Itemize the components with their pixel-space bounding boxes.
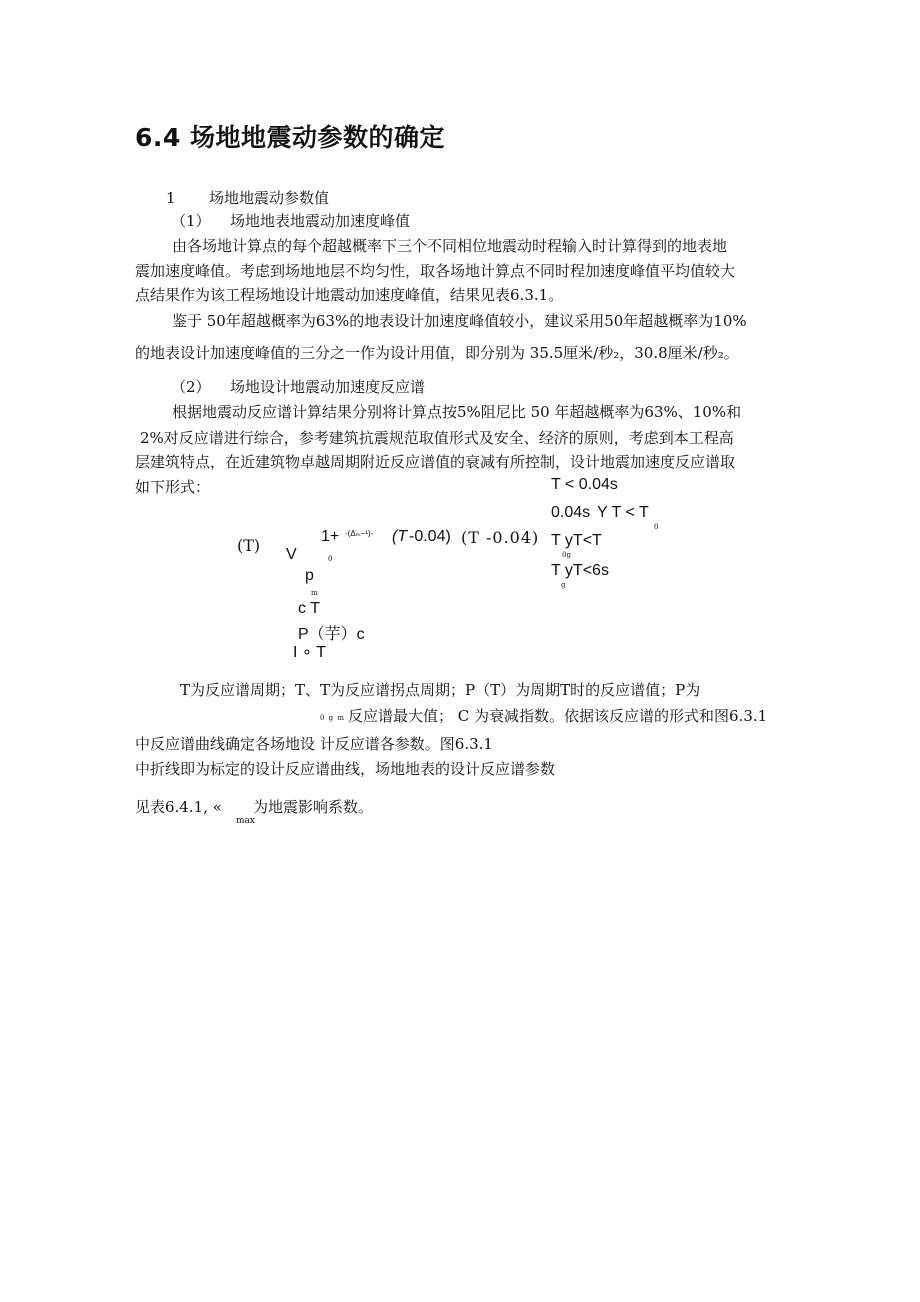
formula-ct: c T	[298, 600, 320, 617]
paragraph-4-line-4: 中折线即为标定的设计反应谱曲线，场地地表的设计反应谱参数	[135, 760, 556, 778]
condition-3: T yT<T	[551, 532, 602, 549]
paragraph-1-line-3: 点结果作为该工程场地设计地震动加速度峰值，结果见表6.3.1。	[135, 286, 564, 304]
condition-3-subscript: 0g	[562, 551, 571, 559]
paragraph-1-line-2: 震加速度峰值。考虑到场地地层不均匀性，取各场地计算点不同时程加速度峰值平均值较大	[135, 262, 736, 280]
formula-line1-offset: -0.04)	[409, 528, 451, 545]
formula-v: V	[286, 546, 297, 563]
condition-4: T yT<6s	[551, 562, 609, 579]
paragraph-2-line-1: 鉴于 50年超越概率为63%的地表设计加速度峰值较小，建议采用50年超越概率为10%	[172, 312, 747, 330]
paragraph-1-line-1: 由各场地计算点的每个超越概率下三个不同相位地震动时程输入时计算得到的地表地	[172, 237, 728, 255]
condition-2-end: Y T < T	[597, 504, 649, 521]
section-1-1-number: （1）	[171, 212, 211, 230]
section-1-number: 1	[166, 189, 176, 207]
section-1-1-heading: 场地地表地震动加速度峰值	[230, 212, 411, 230]
formula-it: I ∘ T	[293, 644, 326, 661]
paragraph-3-line-3: 层建筑特点，在近建筑物卓越周期附近反应谱值的衰减有所控制，设计地震加速度反应谱取	[135, 453, 736, 471]
formula-subscript-m: m	[311, 589, 318, 597]
paragraph-4-max-subscript: max	[236, 816, 255, 826]
paragraph-4-line-3: 中反应谱曲线确定各场地设 计反应谱各参数。图6.3.1	[135, 735, 493, 753]
formula-p: p	[305, 567, 314, 584]
formula-subscript-0: 0	[328, 555, 333, 563]
paragraph-4-line-5-start: 见表6.4.1, «	[135, 798, 222, 816]
condition-2-start: 0.04s	[551, 504, 591, 521]
formula-line1-start: 1+	[321, 528, 340, 545]
condition-2-subscript: 0	[654, 523, 659, 531]
condition-4-subscript: g	[561, 581, 566, 589]
paragraph-4-line-1: T为反应谱周期；T、T为反应谱拐点周期；P（T）为周期T时的反应谱值；P为	[180, 681, 701, 699]
formula-lhs: (T)	[237, 536, 261, 555]
paragraph-3-line-4: 如下形式：	[135, 478, 211, 496]
formula-line1-fraction: -(Δₘ−¹)-	[345, 529, 374, 538]
paragraph-2-line-2: 的地表设计加速度峰值的三分之一作为设计用值，即分别为 35.5厘米/秒₂，30.8厘米/秒₂。	[135, 344, 739, 362]
page-title: 6.4 场地地震动参数的确定	[135, 123, 445, 152]
paragraph-3-line-1: 根据地震动反应谱计算结果分别将计算点按5%阻尼比 50 年超越概率为63%、10%和	[172, 403, 742, 421]
paragraph-4-line-2: 反应谱最大值； C 为衰减指数。依据该反应谱的形式和图6.3.1	[348, 707, 768, 725]
formula-line1-t: (T	[392, 528, 408, 545]
section-1-2-number: （2）	[171, 378, 211, 396]
condition-1: T < 0.04s	[551, 476, 618, 493]
formula-line1-paren: (T -0.04)	[461, 528, 540, 547]
paragraph-3-line-2: 2%对反应谱进行综合，参考建筑抗震规范取值形式及安全、经济的原则，考虑到本工程高	[140, 429, 734, 447]
paragraph-4-subscripts: 0 g m	[320, 714, 346, 722]
section-1-heading: 场地地震动参数值	[209, 189, 330, 207]
paragraph-4-line-5-end: 为地震影响系数。	[253, 798, 374, 816]
section-1-2-heading: 场地设计地震动加速度反应谱	[230, 378, 426, 396]
formula-p-line: P（芋）c	[298, 626, 365, 643]
